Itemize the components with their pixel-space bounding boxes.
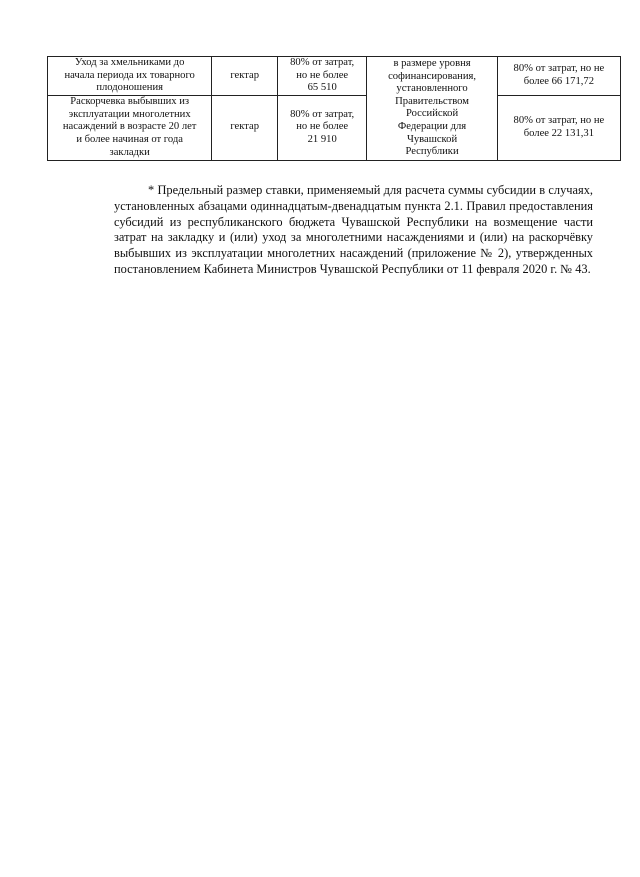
- unit-cell: гектар: [212, 57, 278, 96]
- cofinancing-cell: в размере уровня софинансирования, установленного Правительством Российской Федерации для Чувашской Республики: [367, 57, 497, 161]
- work-type-cell: Уход за хмельниками до начала периода их товарного плодоношения: [48, 57, 212, 96]
- limit-cell: 80% от затрат, но не более 22 131,31: [497, 95, 620, 160]
- table-row: [48, 95, 621, 160]
- work-type-cell: Раскорчевка выбывших из эксплуатации многолетних насаждений в возрасте 20 лет и более начиная от года закладки: [48, 95, 212, 160]
- subsidy-rates-table: [47, 56, 621, 161]
- table-row: [48, 57, 621, 96]
- rate-cell: 80% от затрат, но не более 21 910: [278, 95, 367, 160]
- footnote-text: * Предельный размер ставки, применяемый для расчета суммы субсидии в случаях, установленных абзацами одиннадцатым-двенадцатым пункта 2.1. Правил предоставления субсидий из республиканского бюджета Чувашской Республики на возмещение части затрат на закладку и (или) уход за многолетними насаждениями и (или) на раскорчёвку выбывших из эксплуатации многолетних насаждений (приложение № 2), утвержденных постановлением Кабинета Министров Чувашской Республики от 11 февраля 2020 г. № 43.: [114, 183, 593, 276]
- limit-cell: 80% от затрат, но не более 66 171,72: [497, 57, 620, 96]
- unit-cell: гектар: [212, 95, 278, 160]
- rate-cell: 80% от затрат, но не более 65 510: [278, 57, 367, 96]
